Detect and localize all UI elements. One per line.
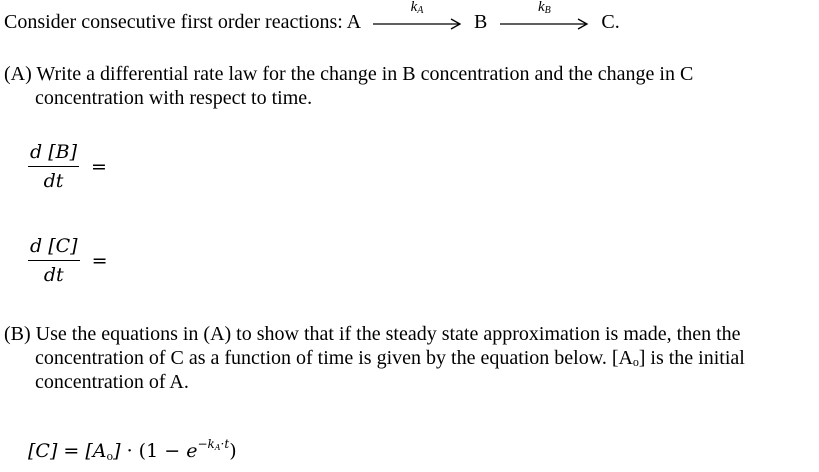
part-b-line1: Use the equations in (A) to show that if the steady state approximation is made, then the (35, 323, 741, 345)
equals-sign: = (91, 155, 107, 178)
reaction-arrow-b (498, 0, 590, 34)
rate-constant-kb: $k_B$ (537, 0, 551, 16)
intro-text: Consider consecutive first order reactions: A (4, 11, 361, 33)
part-b-label: (B) (4, 323, 31, 345)
part-b-prompt (4, 322, 745, 394)
final-equation: $[C] = [A_o] \cdot (1 - e^{-k_A\cdot t})$ (28, 437, 237, 463)
right-arrow-icon (498, 10, 590, 34)
rate-constant-ka: $k_A$ (410, 0, 424, 16)
equation-lhs: [C] (28, 440, 58, 462)
equals-sign: = (91, 249, 108, 272)
part-a-line2: concentration with respect to time. (35, 87, 313, 109)
species-b: B (474, 11, 488, 33)
part-a-prompt (4, 62, 693, 110)
part-b-line3: concentration of A. (35, 371, 189, 393)
part-b-line2: concentration of C as a function of time is given by the equation below. [Aₒ] is the initial (35, 347, 745, 369)
rate-law-b (28, 140, 107, 193)
part-a-line1: Write a differential rate law for the change in B concentration and the change in C (36, 63, 694, 85)
fraction-db-dt (28, 140, 79, 193)
reaction-arrow-a (371, 0, 463, 34)
reaction-intro-line (4, 0, 620, 34)
fraction-dc-dt (28, 234, 80, 287)
species-c: C. (601, 11, 620, 33)
exponential-base: e (186, 440, 198, 462)
fraction-numerator: d [C] (28, 234, 80, 261)
part-a-label: (A) (4, 63, 32, 85)
fraction-denominator: dt (43, 264, 64, 286)
exponent: −kA·t (197, 437, 230, 452)
fraction-denominator: dt (43, 170, 64, 192)
fraction-numerator: d [B] (28, 140, 79, 167)
rate-law-c (28, 234, 108, 287)
right-arrow-icon (371, 10, 463, 34)
